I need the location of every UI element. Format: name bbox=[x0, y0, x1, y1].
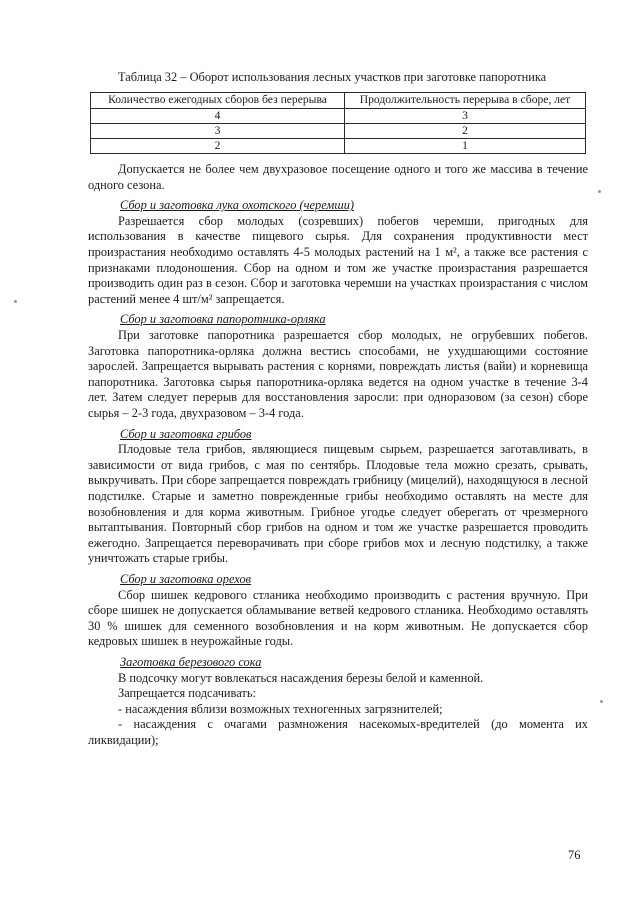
section-paragraph: Сбор шишек кедрового стланика необходимо производить с растения вручную. При сборе шишек не допускается обламывание ветвей кедрового стланика. Необходимо оставлять 30 % шишек для семенного возобновления и на корм животным. Не допускается сбор кедровых шишек в неурожайные годы. bbox=[88, 587, 588, 649]
list-item: - насаждения с очагами размножения насекомых-вредителей (до момента их ликвидации); bbox=[88, 717, 588, 747]
section-heading-birch-sap: Заготовка березового сока bbox=[120, 654, 262, 669]
section-heading-nuts: Сбор и заготовка орехов bbox=[120, 571, 252, 586]
table-cell: 2 bbox=[91, 139, 345, 154]
turnover-table bbox=[90, 92, 586, 155]
section-paragraph: Запрещается подсачивать: bbox=[118, 686, 256, 701]
section-heading-fern: Сбор и заготовка папоротника-орляка bbox=[120, 312, 326, 327]
table-cell: 3 bbox=[345, 109, 586, 124]
table-cell: 4 bbox=[91, 109, 345, 124]
table-caption: Таблица 32 – Оборот использования лесных участков при заготовке папоротника bbox=[118, 70, 547, 84]
section-heading-ramson: Сбор и заготовка лука охотского (черемши) bbox=[120, 198, 355, 213]
scan-dot-mark bbox=[598, 190, 601, 193]
section-paragraph: В подсочку могут вовлекаться насаждения березы белой и каменной. bbox=[118, 670, 484, 685]
section-paragraph: Разрешается сбор молодых (созревших) побегов черемши, пригодных для использования в качестве пищевого сырья. Для сохранения продуктивности мест произрастания необходимо оставлять 4-5 молодых растений на 1 м², а также все растения с признаками плодоношения. Сбор на одном и том же участке произрастания разрешается производить один раз в сезон. Сбор и заготовка черемши на участках произрастания с числом растений менее 4 шт/м² запрещается. bbox=[88, 213, 588, 306]
table-header-cell: Количество ежегодных сборов без перерыва bbox=[91, 92, 345, 109]
table-cell: 2 bbox=[345, 124, 586, 139]
section-paragraph: Плодовые тела грибов, являющиеся пищевым сырьем, разрешается заготавливать, в зависимости от вида грибов, с мая по сентябрь. Плодовые тела можно срезать, срывать, выкручивать. При сборе запрещается повреждать грибницу (мицелий), находящуюся в лесной подстилке. Старые и заметно поврежденные грибы необходимо оставлять на месте для возобновления и для корма животным. Грибное угодье следует оберегать от чрезмерного вытаптывания. Повторный сбор грибов на одном и том же участке разрешается проводить ежегодно. Запрещается переворачивать при сборе грибов мох и лесную подстилку, а также уничтожать старые грибы. bbox=[88, 442, 588, 566]
scan-dot-mark bbox=[14, 300, 17, 303]
table-header-row bbox=[91, 92, 586, 109]
table-row bbox=[91, 109, 586, 124]
section-paragraph: При заготовке папоротника разрешается сбор молодых, не огрубевших побегов. Заготовка папоротника-орляка должна вестись способами, не ухудшающими состояние зарослей. Запрещается вырывать растения с корнями, повреждать листья (вайи) и корневища папоротника. Заготовка сырья папоротника-орляка ведется на одном участке в течение 3-4 лет. Затем следует перерыв для восстановления заросли: при одноразовом (за сезон) сборе сырья – 2-3 года, двухразовом – 3-4 года. bbox=[88, 328, 588, 420]
document-page bbox=[88, 70, 588, 748]
table-cell: 1 bbox=[345, 139, 586, 154]
scan-dot-mark bbox=[600, 700, 603, 703]
table-header-cell: Продолжительность перерыва в сборе, лет bbox=[345, 92, 586, 109]
table-row bbox=[91, 139, 586, 154]
table-cell: 3 bbox=[91, 124, 345, 139]
intro-paragraph: Допускается не более чем двухразовое посещение одного и того же массива в течение одного сезона. bbox=[88, 162, 588, 192]
section-heading-mushrooms: Сбор и заготовка грибов bbox=[120, 426, 252, 441]
list-item: - насаждения вблизи возможных техногенных загрязнителей; bbox=[118, 701, 443, 716]
page-number: 76 bbox=[568, 848, 581, 862]
table-row bbox=[91, 124, 586, 139]
